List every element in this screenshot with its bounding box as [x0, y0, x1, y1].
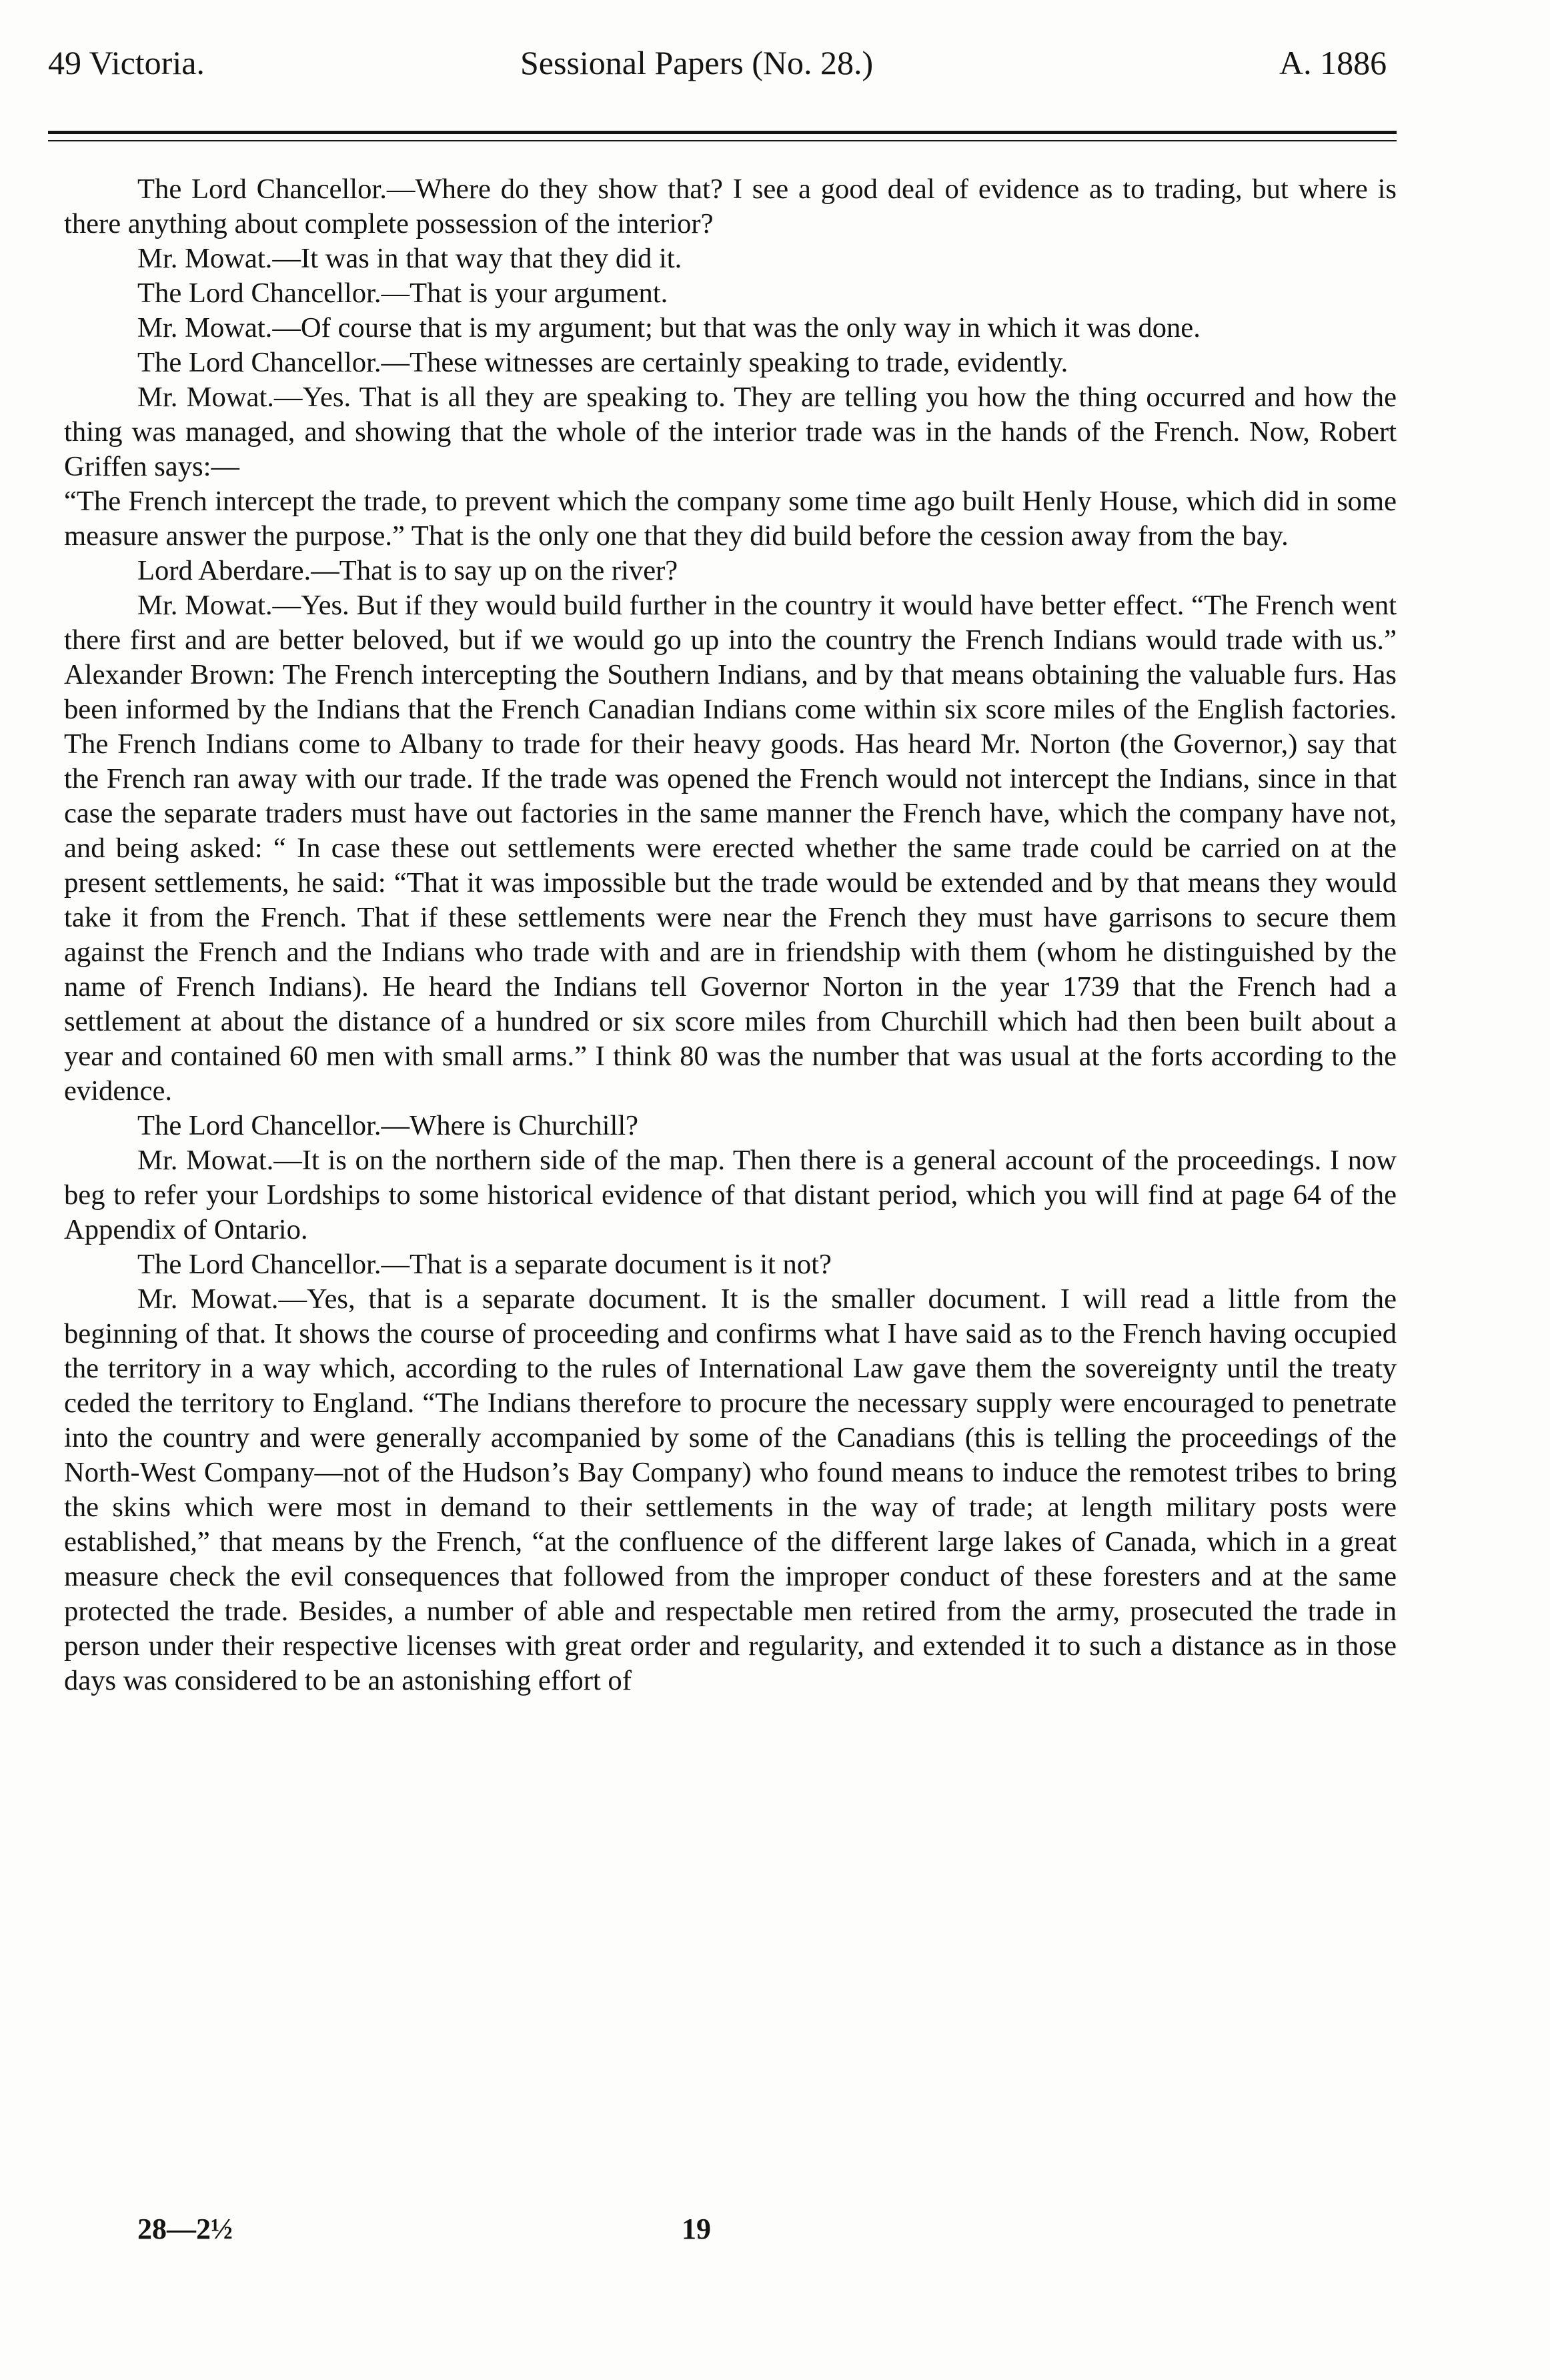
paragraph: The Lord Chancellor.—These witnesses are certainly speaking to trade, evidently. — [137, 347, 1068, 378]
page-number: 19 — [682, 2213, 711, 2245]
paragraph: Mr. Mowat.—Of course that is my argument; but that was the only way in which it was done. — [137, 312, 1201, 344]
header-session: 49 Victoria. — [48, 44, 205, 81]
paragraph: The Lord Chancellor.—Where do they show that? I see a good deal of evidence as to trading, but where is there anything about complete possession of the interior? — [64, 173, 1397, 239]
paragraph: Lord Aberdare.—That is to say up on the river? — [137, 555, 678, 586]
paragraph: Mr. Mowat.—Yes, that is a separate document. It is the smaller document. I will read a little from the beginning of that. It shows the course of proceeding and confirms what I have said as to the French having occupied the territory in a way which, according to the rules of International Law gave them the sovereignty until the treaty ceded the territory to England. “The Indians therefore to procure the necessary supply were encouraged to penetrate into the country and were generally accompanied by some of the Canadians (this is telling the proceedings of the North-West Company—not of the Hudson’s Bay Company) who found means to induce the remotest tribes to bring the skins which were most in demand to their settlements in the way of trade; at length military posts were established,” that means by the French, “at the confluence of the different large lakes of Canada, which in a great measure check the evil consequences that followed from the improper conduct of these foresters and at the same protected the trade. Besides, a number of able and respectable men retired from the army, prosecuted the trade in person under their respective licenses with great order and regularity, and extended it to such a distance as in those days was considered to be an astonishing effort of — [64, 1283, 1397, 1696]
paragraph: The Lord Chancellor.—That is your argument. — [137, 277, 668, 309]
paragraph: The Lord Chancellor.—That is a separate document is it not? — [137, 1249, 832, 1280]
paragraph-quote: “The French intercept the trade, to prevent which the company some time ago built Henly House, which did in some measure answer the purpose.” That is the only one that they did build before the cession away from the bay. — [64, 486, 1397, 552]
paragraph: Mr. Mowat.—It was in that way that they did it. — [137, 243, 682, 274]
paragraph: Mr. Mowat.—Yes. But if they would build further in the country it would have better effect. “The French went there first and are better beloved, but if we would go up into the country the French Indians would trade with us.” Alexander Brown: The French intercepting the Southern Indians, and by that means obtaining the valuable furs. Has been informed by the Indians that the French Canadian Indians come within six score miles of the English factories. The French Indians come to Albany to trade for their heavy goods. Has heard Mr. Norton (the Governor,) say that the French ran away with our trade. If the trade was opened the French would not intercept the Indians, since in that case the separate traders must have out factories in the same manner the French have, which the company have not, and being asked: “ In case these out settlements were erected whether the same trade could be carried on at the present settlements, he said: “That it was impossible but the trade would be extended and by that means they would take it from the French. That if these settlements were near the French they must have garrisons to secure them against the French and the Indians who trade with and are in friendship with them (whom he distinguished by the name of French Indians). He heard the Indians tell Governor Norton in the year 1739 that the French had a settlement at about the distance of a hundred or six score miles from Churchill which had then been built about a year and contained 60 men with small arms.” I think 80 was the number that was usual at the forts according to the evidence. — [64, 590, 1397, 1107]
header-year: A. 1886 — [1279, 44, 1387, 81]
header-rule-thin — [48, 140, 1397, 141]
body-text — [64, 172, 1397, 1698]
header-title: Sessional Papers (No. 28.) — [520, 44, 874, 81]
paragraph: The Lord Chancellor.—Where is Churchill? — [137, 1110, 639, 1141]
paragraph: Mr. Mowat.—Yes. That is all they are speaking to. They are telling you how the thing occurred and how the thing was managed, and showing that the whole of the interior trade was in the hands of the French. Now, Robert Griffen says:— — [64, 382, 1397, 482]
printer-signature: 28—2½ — [137, 2213, 233, 2245]
paragraph: Mr. Mowat.—It is on the northern side of the map. Then there is a general account of the proceedings. I now beg to refer your Lordships to some historical evidence of that distant period, which you will find at page 64 of the Appendix of Ontario. — [64, 1145, 1397, 1245]
header-rule-thick — [48, 131, 1397, 134]
